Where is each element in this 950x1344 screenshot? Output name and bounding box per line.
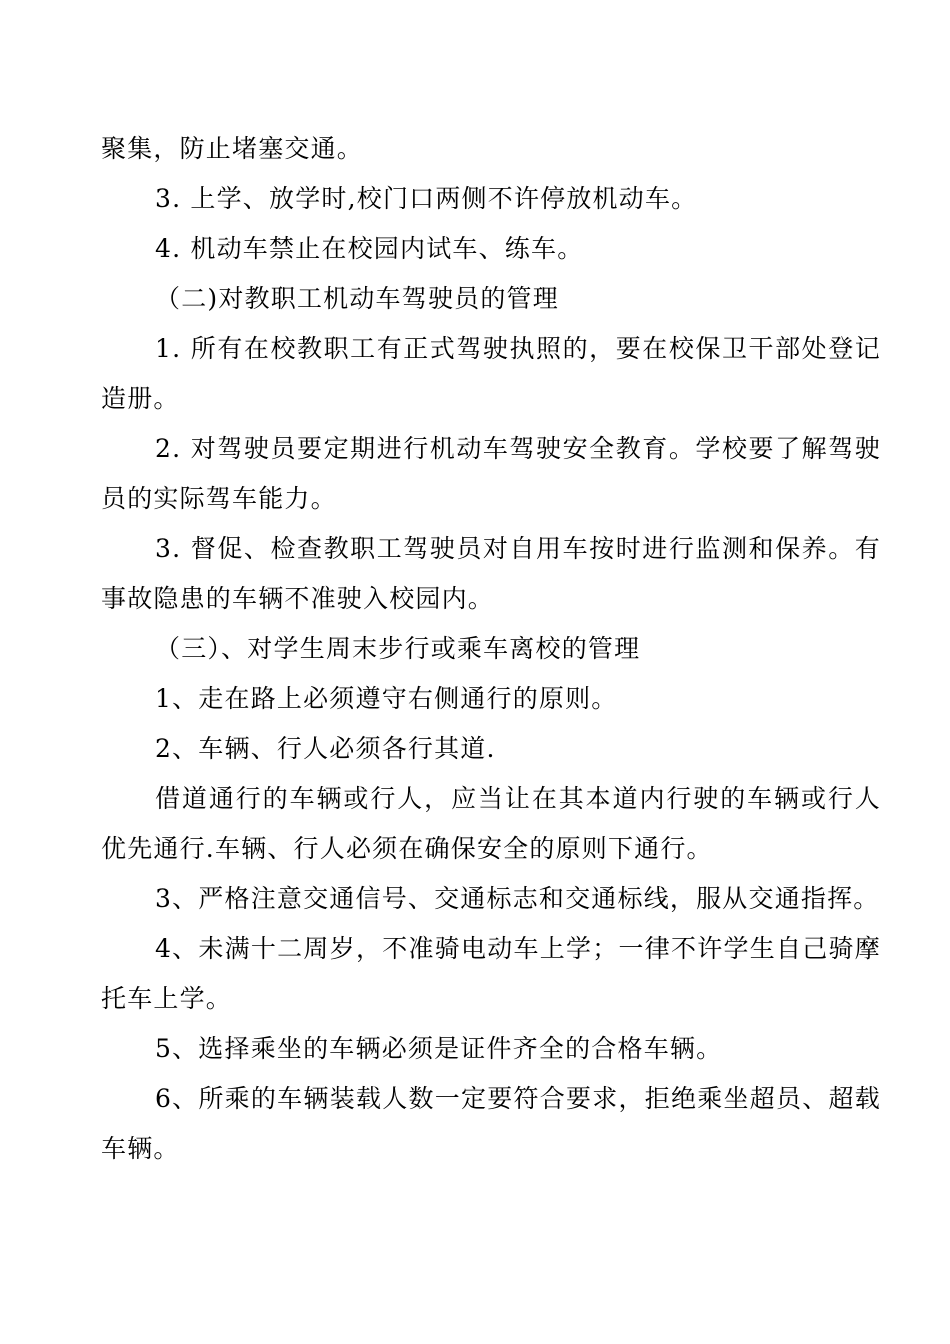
paragraph: 聚集，防止堵塞交通。	[101, 134, 364, 163]
paragraph: 1、走在路上必须遵守右侧通行的原则。	[155, 684, 618, 713]
paragraph: 3. 督促、检查教职工驾驶员对自用车按时进行监测和保养。有事故隐患的车辆不准驶入校园内。	[101, 534, 881, 613]
paragraph: 5、选择乘坐的车辆必须是证件齐全的合格车辆。	[155, 1034, 723, 1063]
paragraph: 3. 上学、放学时,校门口两侧不许停放机动车。	[155, 184, 698, 213]
document-body	[101, 124, 881, 1174]
section-heading: （二)对教职工机动车驾驶员的管理	[155, 284, 559, 313]
paragraph: 2、车辆、行人必须各行其道.	[155, 734, 496, 763]
paragraph: 3、严格注意交通信号、交通标志和交通标线，服从交通指挥。	[155, 884, 880, 913]
paragraph: 4、未满十二周岁，不准骑电动车上学；一律不许学生自己骑摩托车上学。	[101, 934, 881, 1013]
paragraph: 2. 对驾驶员要定期进行机动车驾驶安全教育。学校要了解驾驶员的实际驾车能力。	[101, 434, 881, 513]
paragraph: 借道通行的车辆或行人，应当让在其本道内行驶的车辆或行人优先通行.车辆、行人必须在确保安全的原则下通行。	[101, 784, 881, 863]
paragraph: 1. 所有在校教职工有正式驾驶执照的，要在校保卫干部处登记造册。	[101, 334, 881, 413]
paragraph: 4. 机动车禁止在校园内试车、练车。	[155, 234, 584, 263]
paragraph: 6、所乘的车辆装载人数一定要符合要求，拒绝乘坐超员、超载车辆。	[101, 1084, 881, 1163]
section-heading: （三）、对学生周末步行或乘车离校的管理	[155, 634, 641, 663]
